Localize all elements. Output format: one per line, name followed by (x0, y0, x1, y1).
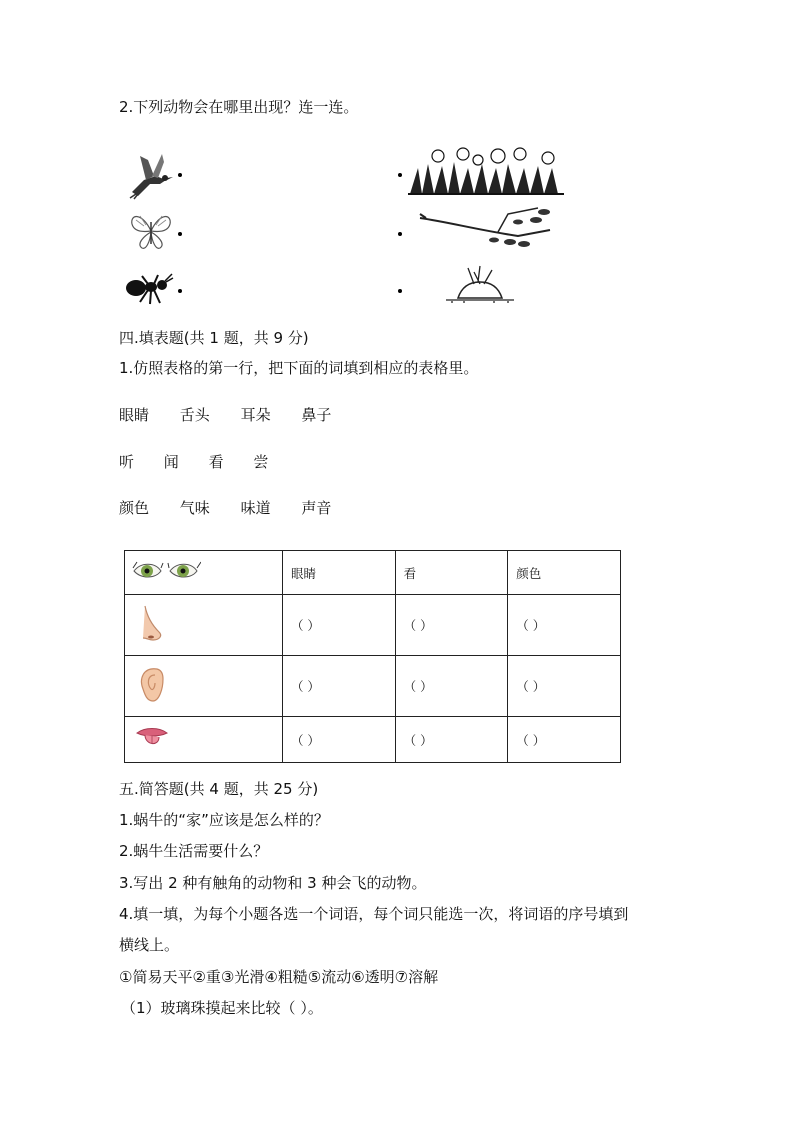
table-row (125, 656, 621, 717)
ear-icon (137, 665, 167, 705)
senses-table (124, 550, 621, 763)
word: 气味 (179, 499, 210, 517)
word: 颜色 (119, 499, 150, 517)
blank-cell[interactable]: （ ） (395, 656, 508, 717)
section-4-q1: 1.仿照表格的第一行，把下面的词填到相应的表格里。 (119, 359, 479, 377)
branch-dot[interactable] (398, 232, 402, 236)
word: 舌头 (179, 406, 210, 424)
soil-mound-icon (444, 264, 516, 304)
blank-cell[interactable]: （ ） (282, 595, 395, 656)
tongue-cell (125, 717, 283, 763)
section-5-options: ①简易天平②重③光滑④粗糙⑤流动⑥透明⑦溶解 (119, 968, 439, 986)
section-5-q1: 1.蜗牛的“家”应该是怎么样的？ (119, 811, 329, 829)
question-2-title: 2.下列动物会在哪里出现？连一连。 (119, 98, 359, 116)
blank-cell[interactable]: （ ） (282, 717, 395, 763)
section-5-sub1: （1）玻璃珠摸起来比较（ ）。 (121, 999, 323, 1017)
tongue-icon (135, 725, 169, 751)
branch-icon (418, 204, 552, 254)
ant-icon (124, 272, 174, 306)
word: 眼睛 (119, 406, 150, 424)
section-5-q2: 2.蜗牛生活需要什么？ (119, 842, 269, 860)
section-4-heading: 四.填表题(共 1 题，共 9 分) (119, 329, 309, 347)
bird-dot[interactable] (178, 173, 182, 177)
table-row (125, 551, 621, 595)
cell-organ: 眼睛 (282, 551, 395, 595)
ear-cell (125, 656, 283, 717)
section-5-q3: 3.写出 2 种有触角的动物和 3 种会飞的动物。 (119, 874, 427, 892)
flowers-dot[interactable] (398, 173, 402, 177)
eyes-cell (125, 551, 283, 595)
word: 听 (119, 453, 135, 471)
blank-cell[interactable]: （ ） (508, 717, 621, 763)
word: 尝 (253, 453, 269, 471)
blank-cell[interactable]: （ ） (395, 717, 508, 763)
butterfly-dot[interactable] (178, 232, 182, 236)
blank-cell[interactable]: （ ） (508, 595, 621, 656)
section-5-heading: 五.简答题(共 4 题，共 25 分) (119, 780, 319, 798)
blank-cell[interactable]: （ ） (282, 656, 395, 717)
blank-cell[interactable]: （ ） (508, 656, 621, 717)
word: 看 (208, 453, 224, 471)
word-row-organs (119, 405, 357, 425)
word: 鼻子 (301, 406, 332, 424)
word: 耳朵 (240, 406, 271, 424)
bird-icon (126, 150, 174, 200)
butterfly-icon (128, 210, 174, 252)
ant-dot[interactable] (178, 289, 182, 293)
blank-cell[interactable]: （ ） (395, 595, 508, 656)
cell-action: 看 (395, 551, 508, 595)
word-row-actions (119, 452, 293, 472)
nose-icon (137, 604, 167, 644)
word: 味道 (240, 499, 271, 517)
table-row (125, 595, 621, 656)
section-5-q4-cont: 横线上。 (119, 936, 180, 954)
nose-cell (125, 595, 283, 656)
cell-sense: 颜色 (508, 551, 621, 595)
flowers-icon (408, 146, 564, 196)
word-row-senses (119, 498, 357, 518)
word: 闻 (163, 453, 179, 471)
table-row (125, 717, 621, 763)
eyes-icon (131, 558, 201, 584)
soil-mound-dot[interactable] (398, 289, 402, 293)
word: 声音 (301, 499, 332, 517)
section-5-q4: 4.填一填，为每个小题各选一个词语，每个词只能选一次，将词语的序号填到 (119, 905, 629, 923)
